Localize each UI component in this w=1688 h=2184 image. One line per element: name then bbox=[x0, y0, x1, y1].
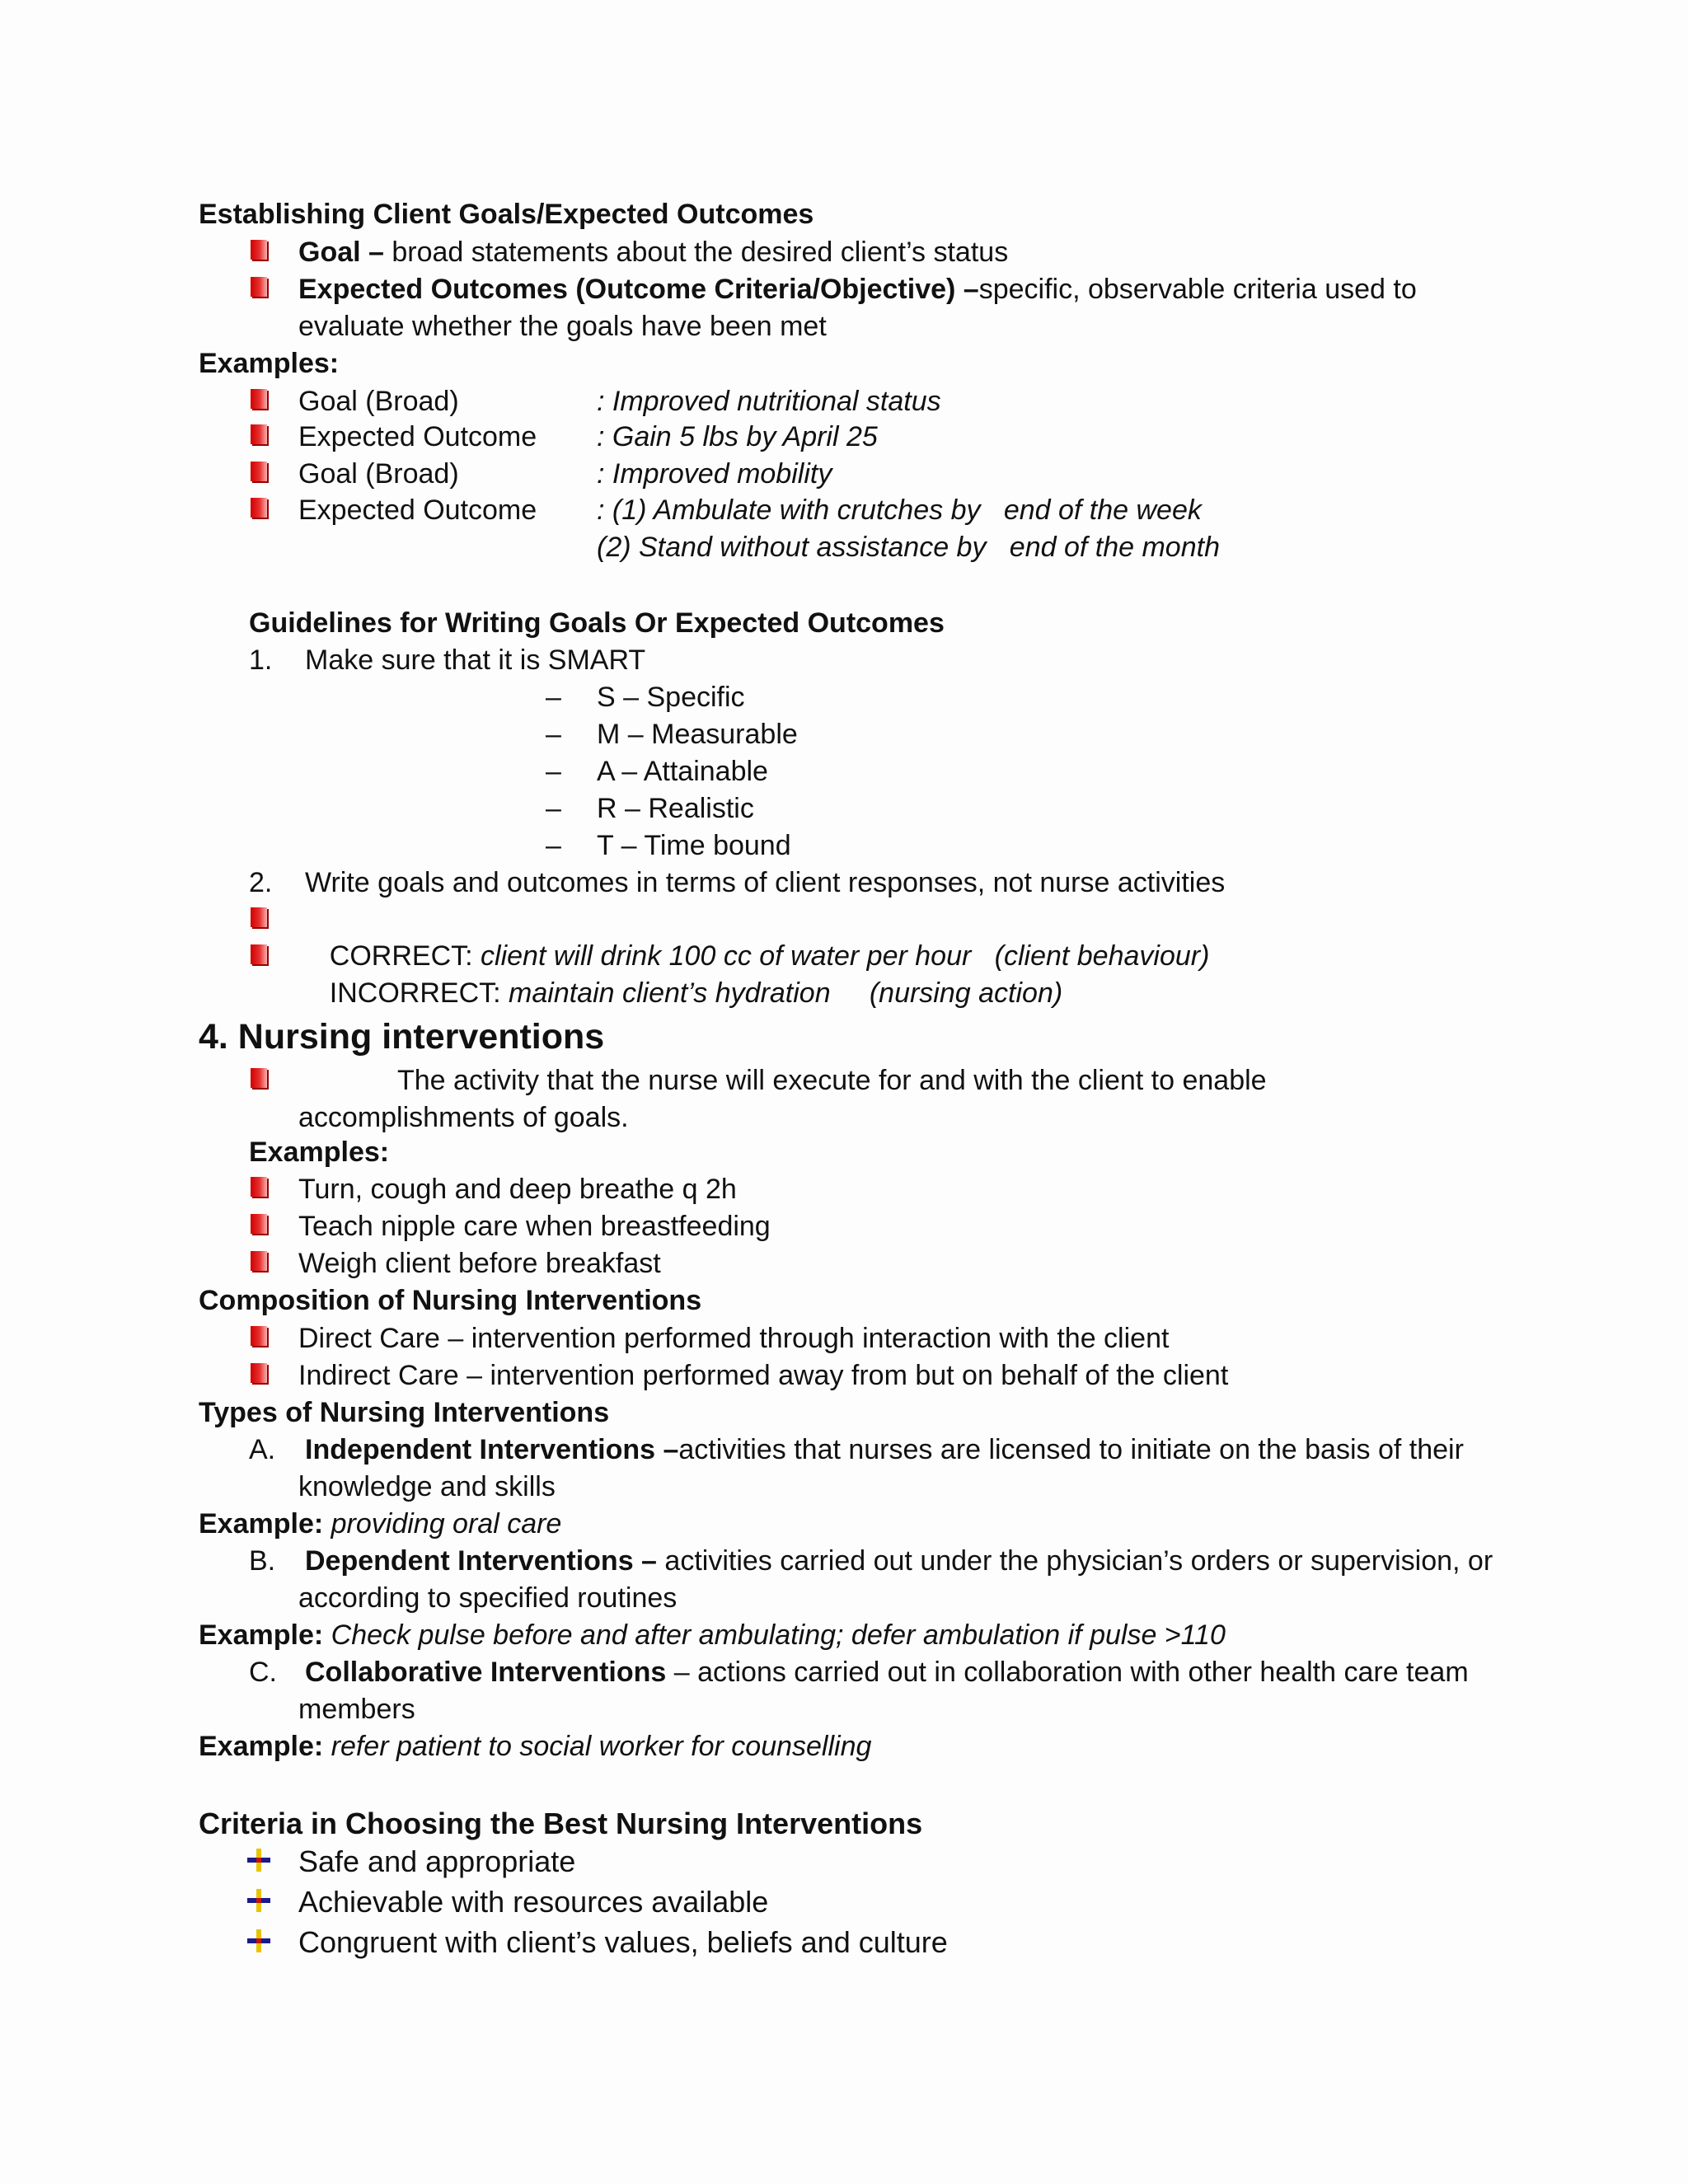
red-square-bullet-icon bbox=[251, 498, 267, 518]
cross-bullet-icon bbox=[247, 1889, 270, 1912]
composition-item: Direct Care – intervention performed through interaction with the client bbox=[298, 1323, 1170, 1354]
example-value: : Improved mobility bbox=[597, 458, 832, 490]
intervention-example: Teach nipple care when breastfeeding bbox=[298, 1211, 771, 1242]
type-dependent-cont: according to specified routines bbox=[298, 1582, 678, 1614]
criteria-item: Achievable with resources available bbox=[298, 1885, 769, 1919]
red-square-bullet-icon bbox=[251, 1363, 267, 1383]
example-label: Expected Outcome bbox=[298, 421, 537, 452]
composition-heading: Composition of Nursing Interventions bbox=[199, 1285, 702, 1316]
smart-item: M – Measurable bbox=[597, 719, 798, 750]
red-square-bullet-icon bbox=[251, 277, 267, 297]
incorrect-example: INCORRECT: maintain client’s hydration (nursing action) bbox=[329, 977, 1063, 1009]
list-letter: B. bbox=[249, 1545, 276, 1577]
examples-label: Examples: bbox=[249, 1137, 390, 1168]
smart-item: R – Realistic bbox=[597, 793, 754, 824]
interventions-intro: The activity that the nurse will execute for and with the client to enable bbox=[397, 1065, 1267, 1096]
cross-bullet-icon bbox=[247, 1929, 270, 1952]
red-square-bullet-icon bbox=[251, 1068, 267, 1088]
red-square-bullet-icon bbox=[251, 907, 267, 927]
smart-item: A – Attainable bbox=[597, 756, 768, 787]
guidelines-heading: Guidelines for Writing Goals Or Expected Outcomes bbox=[249, 607, 945, 639]
type-dependent: Dependent Interventions – activities carried out under the physician’s orders or supervision, or bbox=[305, 1545, 1493, 1577]
section-heading-nursing-interventions: 4. Nursing interventions bbox=[199, 1017, 605, 1057]
dash-bullet: – bbox=[546, 830, 561, 861]
goals-heading: Establishing Client Goals/Expected Outcomes bbox=[199, 199, 814, 230]
expected-outcomes-definition: Expected Outcomes (Outcome Criteria/Objective) –specific, observable criteria used to bbox=[298, 274, 1417, 305]
example-value-cont: (2) Stand without assistance by end of the month bbox=[597, 532, 1220, 563]
red-square-bullet-icon bbox=[251, 389, 267, 409]
red-square-bullet-icon bbox=[251, 1251, 267, 1271]
list-number: 2. bbox=[249, 867, 273, 898]
type-dependent-example: Example: Check pulse before and after ambulating; defer ambulation if pulse >110 bbox=[199, 1619, 1226, 1651]
smart-item: T – Time bound bbox=[597, 830, 791, 861]
red-square-bullet-icon bbox=[251, 462, 267, 481]
criteria-item: Safe and appropriate bbox=[298, 1844, 576, 1878]
red-square-bullet-icon bbox=[251, 1177, 267, 1197]
type-collaborative: Collaborative Interventions – actions carried out in collaboration with other health care team bbox=[305, 1657, 1469, 1688]
goal-definition: Goal – broad statements about the desired client’s status bbox=[298, 237, 1009, 268]
smart-item: S – Specific bbox=[597, 682, 745, 713]
correct-example: CORRECT: client will drink 100 cc of water per hour (client behaviour) bbox=[329, 940, 1210, 972]
type-independent-cont: knowledge and skills bbox=[298, 1471, 556, 1502]
types-heading: Types of Nursing Interventions bbox=[199, 1397, 610, 1428]
list-letter: C. bbox=[249, 1657, 277, 1688]
example-value: : Gain 5 lbs by April 25 bbox=[597, 421, 878, 452]
type-collaborative-example: Example: refer patient to social worker for counselling bbox=[199, 1731, 872, 1762]
composition-item: Indirect Care – intervention performed away from but on behalf of the client bbox=[298, 1360, 1229, 1391]
example-value: : (1) Ambulate with crutches by end of the week bbox=[597, 494, 1202, 526]
dash-bullet: – bbox=[546, 719, 561, 750]
guideline-client-responses: Write goals and outcomes in terms of client responses, not nurse activities bbox=[305, 867, 1226, 898]
example-value: : Improved nutritional status bbox=[597, 386, 941, 417]
list-number: 1. bbox=[249, 644, 273, 676]
criteria-item: Congruent with client’s values, beliefs and culture bbox=[298, 1925, 948, 1959]
examples-label: Examples: bbox=[199, 348, 340, 379]
type-independent: Independent Interventions –activities that nurses are licensed to initiate on the basis of their bbox=[305, 1434, 1464, 1465]
dash-bullet: – bbox=[546, 682, 561, 713]
interventions-intro-cont: accomplishments of goals. bbox=[298, 1102, 629, 1133]
red-square-bullet-icon bbox=[251, 240, 267, 260]
example-label: Goal (Broad) bbox=[298, 458, 459, 490]
guideline-smart: Make sure that it is SMART bbox=[305, 644, 646, 676]
cross-bullet-icon bbox=[247, 1849, 270, 1872]
list-letter: A. bbox=[249, 1434, 276, 1465]
red-square-bullet-icon bbox=[251, 1326, 267, 1346]
dash-bullet: – bbox=[546, 793, 561, 824]
expected-outcomes-definition-cont: evaluate whether the goals have been met bbox=[298, 311, 827, 342]
type-independent-example: Example: providing oral care bbox=[199, 1508, 562, 1540]
red-square-bullet-icon bbox=[251, 424, 267, 444]
intervention-example: Turn, cough and deep breathe q 2h bbox=[298, 1174, 737, 1205]
intervention-example: Weigh client before breakfast bbox=[298, 1248, 661, 1279]
type-collaborative-cont: members bbox=[298, 1694, 415, 1725]
red-square-bullet-icon bbox=[251, 1214, 267, 1234]
red-square-bullet-icon bbox=[251, 944, 267, 964]
example-label: Expected Outcome bbox=[298, 494, 537, 526]
dash-bullet: – bbox=[546, 756, 561, 787]
criteria-heading: Criteria in Choosing the Best Nursing Interventions bbox=[199, 1807, 923, 1840]
example-label: Goal (Broad) bbox=[298, 386, 459, 417]
